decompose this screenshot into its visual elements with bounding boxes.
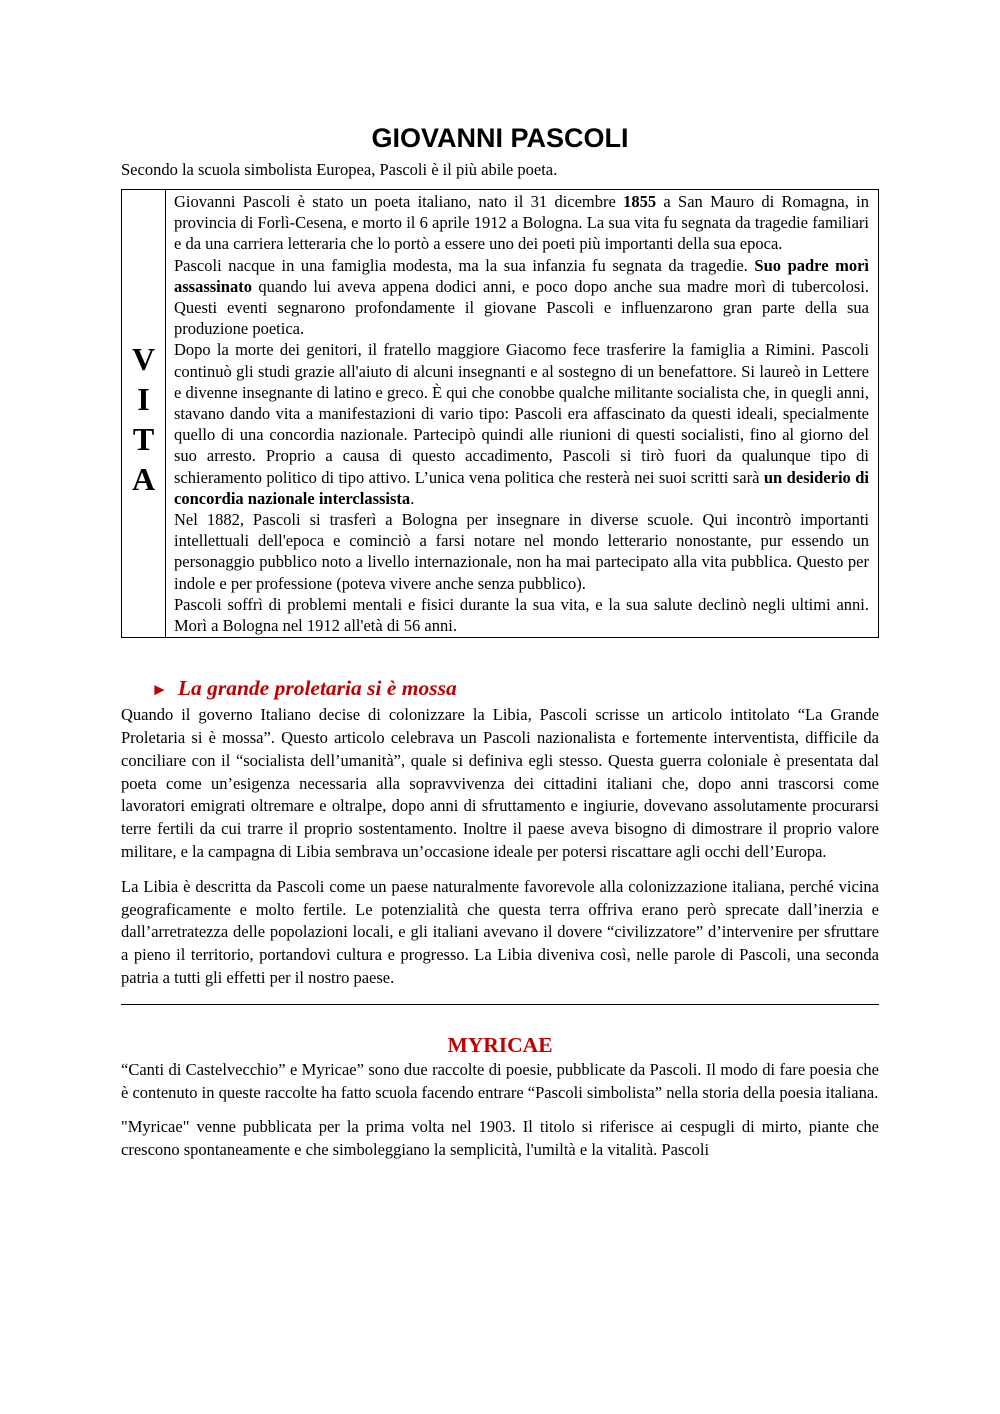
vita-p2-text-c: quando lui aveva appena dodici anni, e poco dopo anche sua madre morì di tubercolosi. Questi eventi segnarono profondamente il giovane Pascoli e influenzarono gran parte della sua produzione poetica. bbox=[174, 276, 869, 339]
proletaria-heading bbox=[151, 674, 879, 704]
vita-paragraph bbox=[174, 255, 869, 340]
document-page bbox=[121, 118, 879, 1162]
vita-p2-text-a: Pascoli nacque in una famiglia modesta, ma la sua infanzia fu segnata da tragedie. bbox=[174, 255, 755, 275]
section-divider bbox=[121, 1004, 879, 1005]
vita-letter-t: T bbox=[132, 420, 155, 457]
vita-table bbox=[121, 189, 879, 638]
vita-p3-text-c: . bbox=[410, 488, 415, 508]
myricae-paragraph-2: "Myricae" venne pubblicata per la prima volta nel 1903. Il titolo si riferisce ai cespugli di mirto, piante che crescono spontaneamente e che simboleggiano la semplicità, l'umiltà e la vitalità. Pascoli bbox=[121, 1117, 879, 1160]
document-subtitle: Secondo la scuola simbolista Europea, Pascoli è il più abile poeta. bbox=[121, 160, 558, 179]
vita-p1-text-c: a San Mauro di Romagna, in provincia di Forlì-Cesena, e morto il 6 aprile 1912 a Bologna. La sua vita fu segnata da tragedie familiari e da una carriera letteraria che lo portò a essere uno dei poeti più importanti della sua epoca. bbox=[174, 192, 869, 254]
vita-paragraph: Pascoli soffrì di problemi mentali e fisici durante la sua vita, e la sua salute declinò negli ultimi anni. Morì a Bologna nel 1912 all'età di 56 anni. bbox=[174, 594, 869, 636]
proletaria-paragraph-1: Quando il governo Italiano decise di colonizzare la Libia, Pascoli scrisse un articolo intitolato “La Grande Proletaria si è mossa”. Questo articolo celebrava un Pascoli nazionalista e fortemente interventista, difficile da conciliare con il “socialista dell’umanità”, quale si definiva egli stesso. Questa guerra coloniale è presentata dal poeta come un’esigenza necessaria alla sopravvivenza dei cittadini italiani che, dopo anni trascorsi come lavoratori emigrati oltremare e oltralpe, dopo anni di sfruttamento e ingiurie, dovevano assolutamente procurarsi terre fertili da cui trarre il proprio sostentamento. Inoltre il paese aveva bisogno di dimostrare il proprio valore militare, e la campagna di Libia sembrava un’occasione ideale per potersi riscattare agli occhi dell’Europa. bbox=[121, 705, 879, 862]
vita-paragraph: Nel 1882, Pascoli si trasferì a Bologna per insegnare in diverse scuole. Qui incontrò importanti intellettuali dell'epoca e cominciò a farsi notare nel mondo letterario nonostante, pur essendo un personaggio pubblico noto a livello internazionale, non ha mai partecipato alla vita pubblica. Questo per indole e per professione (poteva vivere anche senza pubblico). bbox=[174, 510, 869, 593]
vita-letter-a: A bbox=[131, 460, 156, 497]
vita-paragraph bbox=[174, 339, 869, 509]
vita-label-column bbox=[122, 190, 166, 637]
myricae-heading: MYRICAE bbox=[447, 1032, 553, 1057]
vita-paragraph bbox=[174, 191, 869, 255]
vita-text-cell bbox=[166, 190, 878, 637]
vita-p2-bold: Suo padre morì assassinato bbox=[174, 255, 869, 296]
proletaria-heading-text: La grande proletaria si è mossa bbox=[177, 676, 457, 701]
vita-p3-bold: un desiderio di concordia nazionale interclassista bbox=[174, 467, 869, 508]
vita-letter-v: V bbox=[131, 340, 156, 377]
document-title: GIOVANNI PASCOLI bbox=[371, 123, 629, 153]
vita-p1-bold: 1855 bbox=[623, 192, 657, 211]
myricae-paragraph-1: “Canti di Castelvecchio” e Myricae” sono due raccolte di poesie, pubblicate da Pascoli. Il modo di fare poesia che è contenuto in queste raccolte ha fatto scuola facendo entrare “Pascoli simbolista” nella storia della poesia italiana. bbox=[121, 1059, 879, 1102]
vita-letter-i: I bbox=[137, 380, 150, 417]
proletaria-paragraph-2: La Libia è descritta da Pascoli come un paese naturalmente favorevole alla colonizzazione italiana, perché vicina geograficamente e molto fertile. Le potenzialità che questa terra offriva erano però sprecate dall’inerzia e dall’arretratezza delle popolazioni locali, e gli italiani avevano il dovere “civilizzatore” d’intervenire per sfruttare a pieno il territorio, portandovi cultura e progresso. La Libia diveniva così, nelle parole di Pascoli, una seconda patria a tutti gli effetti per il nostro paese. bbox=[121, 876, 879, 988]
triangle-right-icon: ► bbox=[151, 680, 168, 700]
vita-p3-text-a: Dopo la morte dei genitori, il fratello maggiore Giacomo fece trasferire la famiglia a Rimini. Pascoli continuò gli studi grazie all'aiuto di alcuni insegnanti e al sostegno di un benefattore. Si laureò in Lettere e divenne insegnante di latino e greco. È qui che conobbe qualche militante socialista che, in quegli anni, stavano dando vita a manifestazioni di vario tipo: Pascoli era affascinato da questi ideali, specialmente quello di una concordia nazionale. Partecipò quindi alle riunioni di questi socialisti, fino al giorno del suo arresto. Proprio a causa di questo accadimento, Pascoli si tirò fuori da qualunque tipo di schieramento politico di tipo attivo. L’unica vena politica che resterà nei suoi scritti sarà bbox=[174, 340, 869, 487]
vita-p1-text-a: Giovanni Pascoli è stato un poeta italiano, nato il 31 dicembre bbox=[174, 192, 624, 211]
